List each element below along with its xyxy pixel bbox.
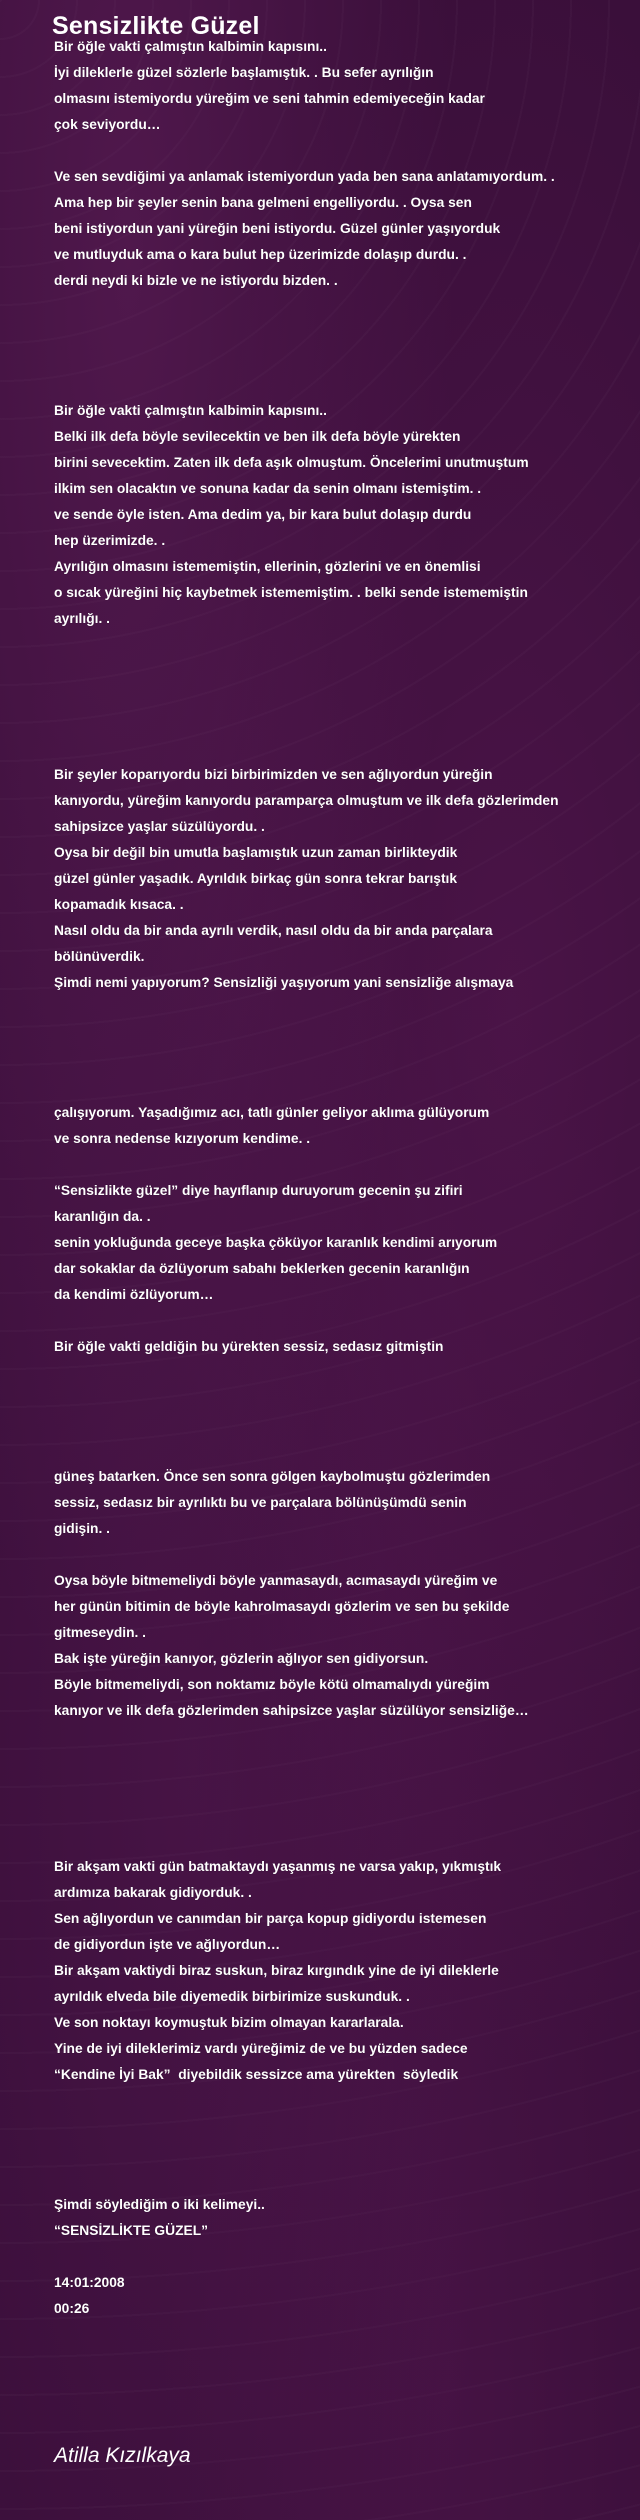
poem-body: Bir öğle vakti çalmıştın kalbimin kapısını.. İyi dileklerle güzel sözlerle başlamıştık. . Bu sefer ayrılığın olmasını istemiyordu yüreğim ve seni tahmin edemiyeceğin kadar çok seviyordu… Ve sen sevdiğimi ya anlamak istemiyordun yada ben sana anlatamıyordum. . Ama hep bir şeyler senin bana gelmeni engelliyordu. . Oysa sen beni istiyordun yani yüreğin beni istiyordu. Güzel günler yaşıyorduk ve mutluyduk ama o kara bulut hep üzerimizde dolaşıp durdu. . derdi neydi ki bizle ve ne istiyordu bizden. . Bir öğle vakti çalmıştın kalbimin kapısını.. Belki ilk defa böyle sevilecektin ve ben ilk defa böyle yürekten birini sevecektim. Zaten ilk defa aşık olmuştum. Öncelerimi unutmuştum ilkim sen olacaktın ve sonuna kadar da senin olmanı istemiştim. . ve sende öyle isten. Ama dedim ya, bir kara bulut dolaşıp durdu hep üzerimizde. . Ayrılığın olmasını istememiştin, ellerinin, gözlerini ve en önemlisi o sıcak yüreğini hiç kaybetmek istememiştim. . belki sende istememiştin ayrılığı. . Bir şeyler koparıyordu bizi birbirimizden ve sen ağlıyordun yüreğin kanıyordu, yüreğim kanıyordu paramparça olmuştum ve ilk defa gözlerimden sahipsizce yaşlar süzülüyordu. . Oysa bir değil bin umutla başlamıştık uzun zaman birlikteydik güzel günler yaşadık. Ayrıldık birkaç gün sonra tekrar barıştık kopamadık kısaca. . Nasıl oldu da bir anda ayrılı verdik, nasıl oldu da bir anda parçalara bölünüverdik. Şimdi nemi yapıyorum? Sensizliği yaşıyorum yani sensizliğe alışmaya çalışıyorum. Yaşadığımız acı, tatlı günler geliyor aklıma gülüyorum ve sonra nedense kızıyorum kendime. . “Sensizlikte güzel” diye hayıflanıp duruyorum gecenin şu zifiri karanlığın da. . senin yokluğunda geceye başka çöküyor karanlık kendimi arıyorum dar sokaklar da özlüyorum sabahı beklerken gecenin karanlığın da kendimi özlüyorum… Bir öğle vakti geldiğin bu yürekten sessiz, sedasız gitmiştin güneş batarken. Önce sen sonra gölgen kaybolmuştu gözlerimden sessiz, sedasız bir ayrılıktı bu ve parçalara bölünüşümdü senin gidişin. . Oysa böyle bitmemeliydi böyle yanmasaydı, acımasaydı yüreğim ve her günün bitimin de böyle kahrolmasaydı gözlerim ve sen bu şekilde gitmeseydin. . Bak işte yüreğin kanıyor, gözlerin ağlıyor sen gidiyorsun. Böyle bitmemeliydi, son noktamız böyle kötü olmamalıydı yüreğim kanıyor ve ilk defa gözlerimden sahipsizce yaşlar süzülüyor sensizliğe… Bir akşam vakti gün batmaktaydı yaşanmış ne varsa yakıp, yıkmıştık ardımıza bakarak gidiyorduk. . Sen ağlıyordun ve canımdan bir parça kopup gidiyordu istemesen de gidiyordun işte ve ağlıyordun… Bir akşam vaktiydi biraz suskun, biraz kırgındık yine de iyi dileklerle ayrıldık elveda bile diyemedik birbirimize suskunduk. . Ve son noktayı koymuştuk bizim olmayan kararlarala. Yine de iyi dileklerimiz vardı yüreğimiz de ve bu yüzden sadece “Kendine İyi Bak” diyebildik sessizce ama yürekten söyledik Şimdi söylediğim o iki kelimeyi.. “SENSİZLİKTE GÜZEL” 14:01:2008 00:26 <box>54 39 559 2316</box>
poem-author: Atilla Kızılkaya <box>54 2444 191 2467</box>
poem-title: Sensizlikte Güzel <box>52 12 260 40</box>
